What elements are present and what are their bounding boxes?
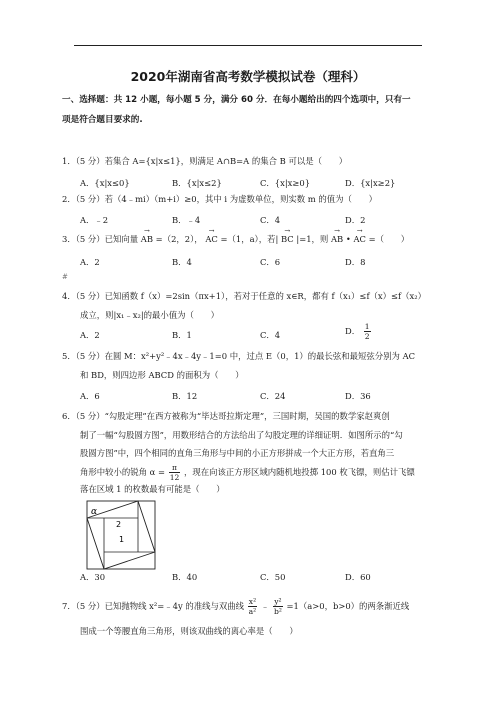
q5-stem-line2: 和 BD，则四边形 ABCD 的面积为（ ） xyxy=(80,370,244,380)
q4-fraction-denominator: 2 xyxy=(364,332,370,341)
q5-option-b: B．12 xyxy=(172,391,198,401)
q4-option-d-label: D． xyxy=(345,326,361,336)
q5-option-a: A．6 xyxy=(80,391,100,401)
section-heading xyxy=(62,90,434,130)
section-heading-line2: 项是符合题目要求的. xyxy=(62,115,143,125)
q6-line4-end: ，现在向该正方形区域内随机地投掷 100 枚飞镖，则估计飞镖 xyxy=(184,467,415,477)
q2-option-a: A．﹣2 xyxy=(80,215,109,225)
q6-option-d: D．60 xyxy=(345,572,371,582)
vector-ac-2: → AC xyxy=(353,233,365,245)
q2-stem: 2．（5 分）若（4﹣mi）（m+i）≥0，其中 i 为虚数单位，则实数 m 的值为（ ） xyxy=(62,194,378,204)
q2-option-d: D．2 xyxy=(345,215,366,225)
q6-option-a: A．30 xyxy=(80,572,106,582)
q6-option-b: B．40 xyxy=(172,572,198,582)
q6-line5: 落在区域 1 的枚数最有可能是（ ） xyxy=(80,484,225,494)
b-squared: b² xyxy=(273,607,282,616)
equals-sign: = xyxy=(158,467,166,477)
q4-option-c: C．4 xyxy=(260,330,281,340)
x-squared: x² xyxy=(248,597,257,606)
q3-option-a: A．2 xyxy=(80,257,100,267)
q1-stem: 1．（5 分）若集合 A={x|x≤1}，则满足 A∩B=A 的集合 B 可以是（ ） xyxy=(62,156,348,166)
q4-stem: 4．（5 分）已知函数 f（x）=2sin（πx+1），若对于任意的 x∈R，都有 f（x₁）≤f（x）≤f（x₂） xyxy=(62,291,426,301)
q7-stem xyxy=(62,597,409,616)
vector-ab: → AB xyxy=(141,233,153,245)
q3-tail: =（ ） xyxy=(368,234,410,244)
page-title: 2020年湖南省高考数学模拟试卷（理科） xyxy=(130,69,366,84)
q4-stem-line2: 成立，则|x₁﹣x₂|的最小值为（ ） xyxy=(80,310,220,320)
q3-bc-value: |=1，则 xyxy=(296,234,329,244)
q7-suffix: =1（a>0，b>0）的两条渐近线 xyxy=(286,601,410,611)
figure-alpha-label: α xyxy=(91,507,98,517)
q4-option-d xyxy=(345,322,372,341)
pythagoras-figure xyxy=(86,500,156,570)
q3-stem xyxy=(62,233,409,245)
q4-option-a: A．2 xyxy=(80,330,100,340)
q4-fraction-numerator: 1 xyxy=(364,322,370,331)
q6-line2: 制了一幅“勾股圆方图”，用数形结合的方法给出了勾股定理的详细证明．如图所示的“勾 xyxy=(80,430,403,440)
fraction-numerator: π xyxy=(169,463,181,473)
header-rule xyxy=(74,45,422,46)
q6-option-c: C．50 xyxy=(260,572,286,582)
vector-bc: → BC xyxy=(281,233,294,245)
minus-sign: ﹣ xyxy=(260,601,270,611)
q3-ab-value: =（2，2）， xyxy=(155,234,203,244)
q7-stem-line2: 围成一个等腰直角三角形，则该双曲线的离心率是（ ） xyxy=(80,626,298,636)
hyperbola-y-term xyxy=(273,597,283,616)
y-squared: y² xyxy=(274,597,282,606)
section-heading-line1: 一、选择题：共 12 小题，每小题 5 分，满分 60 分．在每小题给出的四个选项中，只有一 xyxy=(62,95,411,105)
q6-line4-start: 角形中较小的锐角 xyxy=(80,467,147,477)
figure-region-1-label: 1 xyxy=(119,535,125,544)
alpha-symbol: α xyxy=(149,467,156,477)
q4-option-b: B．1 xyxy=(172,330,192,340)
a-squared: a² xyxy=(248,607,257,616)
q6-line4 xyxy=(80,463,415,482)
q5-option-c: C．24 xyxy=(260,391,286,401)
q2-option-b: B．﹣4 xyxy=(172,215,201,225)
q5-option-d: D．36 xyxy=(345,391,371,401)
q1-option-b: B．{x|x≤2} xyxy=(172,178,222,188)
q5-stem: 5．（5 分）在圆 M：x²+y²﹣4x﹣4y﹣1=0 中，过点 E（0，1）的最长弦和最短弦分别为 AC xyxy=(62,351,416,361)
vector-ab-2: → AB xyxy=(331,233,343,245)
q6-line3: 股圆方图”中，四个相同的直角三角形与中间的小正方形拼成一个大正方形，若直角三 xyxy=(80,448,395,458)
q3-prefix: 3．（5 分）已知向量 xyxy=(62,234,139,244)
q3-ac-value: =（1，a），若| xyxy=(220,234,279,244)
q2-option-c: C．4 xyxy=(260,215,281,225)
figure-region-2-label: 2 xyxy=(116,520,122,529)
q3-option-b: B．4 xyxy=(172,257,192,267)
q6-line1: 6．（5 分）“勾股定理”在西方被称为“毕达哥拉斯定理”，三国时期，吴国的数学家赵爽创 xyxy=(62,411,390,421)
q1-option-a: A．{x|x≤0} xyxy=(80,178,130,188)
alpha-fraction xyxy=(169,463,181,482)
q7-prefix: 7．（5 分）已知抛物线 x²=﹣4y 的准线与双曲线 xyxy=(62,601,244,611)
q1-option-d: D．{x|x≥2} xyxy=(345,178,396,188)
q3-dot: • xyxy=(345,234,351,244)
vector-ac: → AC xyxy=(205,233,217,245)
q4-option-d-fraction xyxy=(364,322,371,341)
paragraph-marker: # xyxy=(62,273,68,281)
q3-option-c: C．6 xyxy=(260,257,281,267)
fraction-denominator: 12 xyxy=(169,473,180,482)
hyperbola-x-term xyxy=(248,597,258,616)
q3-option-d: D．8 xyxy=(345,257,366,267)
q1-option-c: C．{x|x≥0} xyxy=(260,178,311,188)
